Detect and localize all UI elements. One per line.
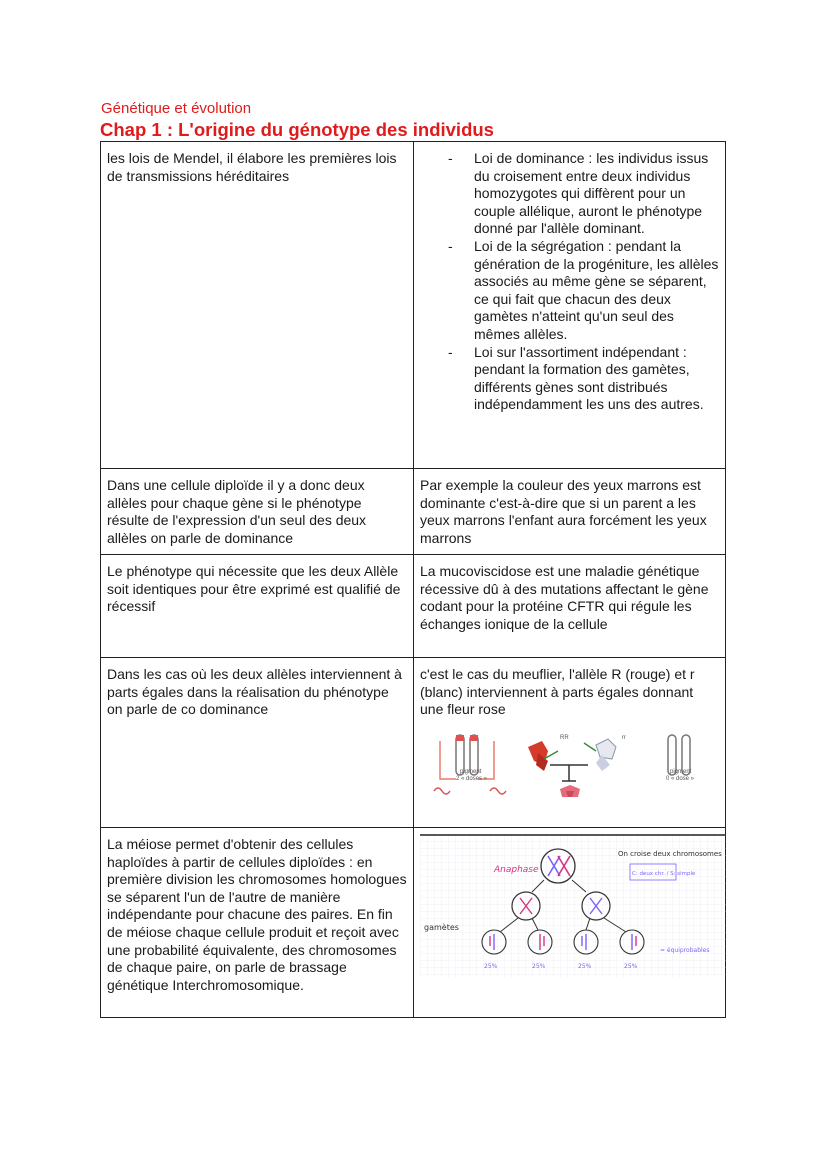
equiprobable-label: = équiprobables [660,947,710,954]
law-independent-assortment: - Loi sur l'assortiment indépendant : pendant la formation des gamètes, différents gènes sont distribués indépendamment les uns des autres. [474,344,719,414]
anaphase-label: Anaphase [494,865,539,875]
table-row [101,142,726,469]
percent-label-1: 25% [484,963,498,970]
percent-label-4: 25% [624,963,638,970]
law-segregation: - Loi de la ségrégation : pendant la génération de la progéniture, les allèles associés au même gène se séparent, ce qui fait que chacun des deux gamètes n'atteint qu'un seul des mêmes allèles. [474,238,719,344]
table-row [101,469,726,555]
note-legend: C: deux chr. / S: simple [632,871,696,877]
cell-recessive-example: La mucoviscidose est une maladie génétique récessive dû à des mutations affectant le gène codant pour la protéine CFTR qui régule les échanges ionique de la cellule [414,555,726,658]
chromosome-pair-RR-left [434,735,506,794]
mendel-laws-list [420,150,719,414]
note-chromosomes: On croise deux chromosomes [618,850,722,858]
table-row [101,658,726,828]
cell-meiosis: La méiose permet d'obtenir des cellules haploïdes à partir de cellules diploïdes : en première division les chromosomes homologues se séparent l'un de l'autre de manière indépendante pour chacune des paires. En fin de méiose chaque cellule produit et reçoit avec une probabilité équivalente, des chromosomes de chaque paire, on parle de brassage génétique Interchromosomique. [101,828,414,1018]
cell-mendel: les lois de Mendel, il élabore les premières lois de transmissions héréditaires [101,142,414,469]
pigment-label-left: pigment [460,768,482,775]
cell-dominance: Dans une cellule diploïde il y a donc deux allèles pour chaque gène si le phénotype résulte de l'expression d'un seul des deux allèles on parle de dominance [101,469,414,555]
cell-recessive: Le phénotype qui nécessite que les deux Allèle soit identiques pour être exprimé est qualifié de récessif [101,555,414,658]
notes-table [100,141,726,1018]
allele-rr-label: rr [622,734,626,741]
cell-codominance: Dans les cas où les deux allèles interviennent à parts égales dans la réalisation du phénotype on parle de co dominance [101,658,414,828]
allele-RR-label: RR [560,734,569,741]
cell-mendel-laws [414,142,726,469]
dose-label-right: 0 « dose » [666,775,695,782]
table-row [101,555,726,658]
cell-dominance-example: Par exemple la couleur des yeux marrons est dominante c'est-à-dire que si un parent a les yeux marrons l'enfant aura forcément les yeux marrons [414,469,726,555]
gametes-label: gamètes [424,923,459,932]
cell-codominance-example [414,658,726,828]
percent-label-3: 25% [578,963,592,970]
table-row [101,828,726,1018]
dose-label-left: 2 « doses » [456,775,488,782]
chapter-subtitle: Génétique et évolution [101,100,252,117]
meiosis-figure [420,834,726,978]
white-flower-illustration [584,739,616,771]
chapter-title: Chap 1 : L'origine du génotype des individus [100,119,494,140]
codominance-text: c'est le cas du meuflier, l'allèle R (rouge) et r (blanc) interviennent à parts égales donnant une fleur rose [420,666,695,718]
pigment-label-right: pigment [670,768,692,775]
cell-meiosis-figure [414,828,726,1018]
percent-label-2: 25% [532,963,546,970]
law-dominance: - Loi de dominance : les individus issus du croisement entre deux individus homozygotes qui diffèrent pour un couple allélique, auront le phénotype donné par l'allèle dominant. [474,150,719,238]
pink-flower-illustration [560,785,580,797]
red-flower-illustration [528,741,558,771]
codominance-figure [420,729,716,807]
